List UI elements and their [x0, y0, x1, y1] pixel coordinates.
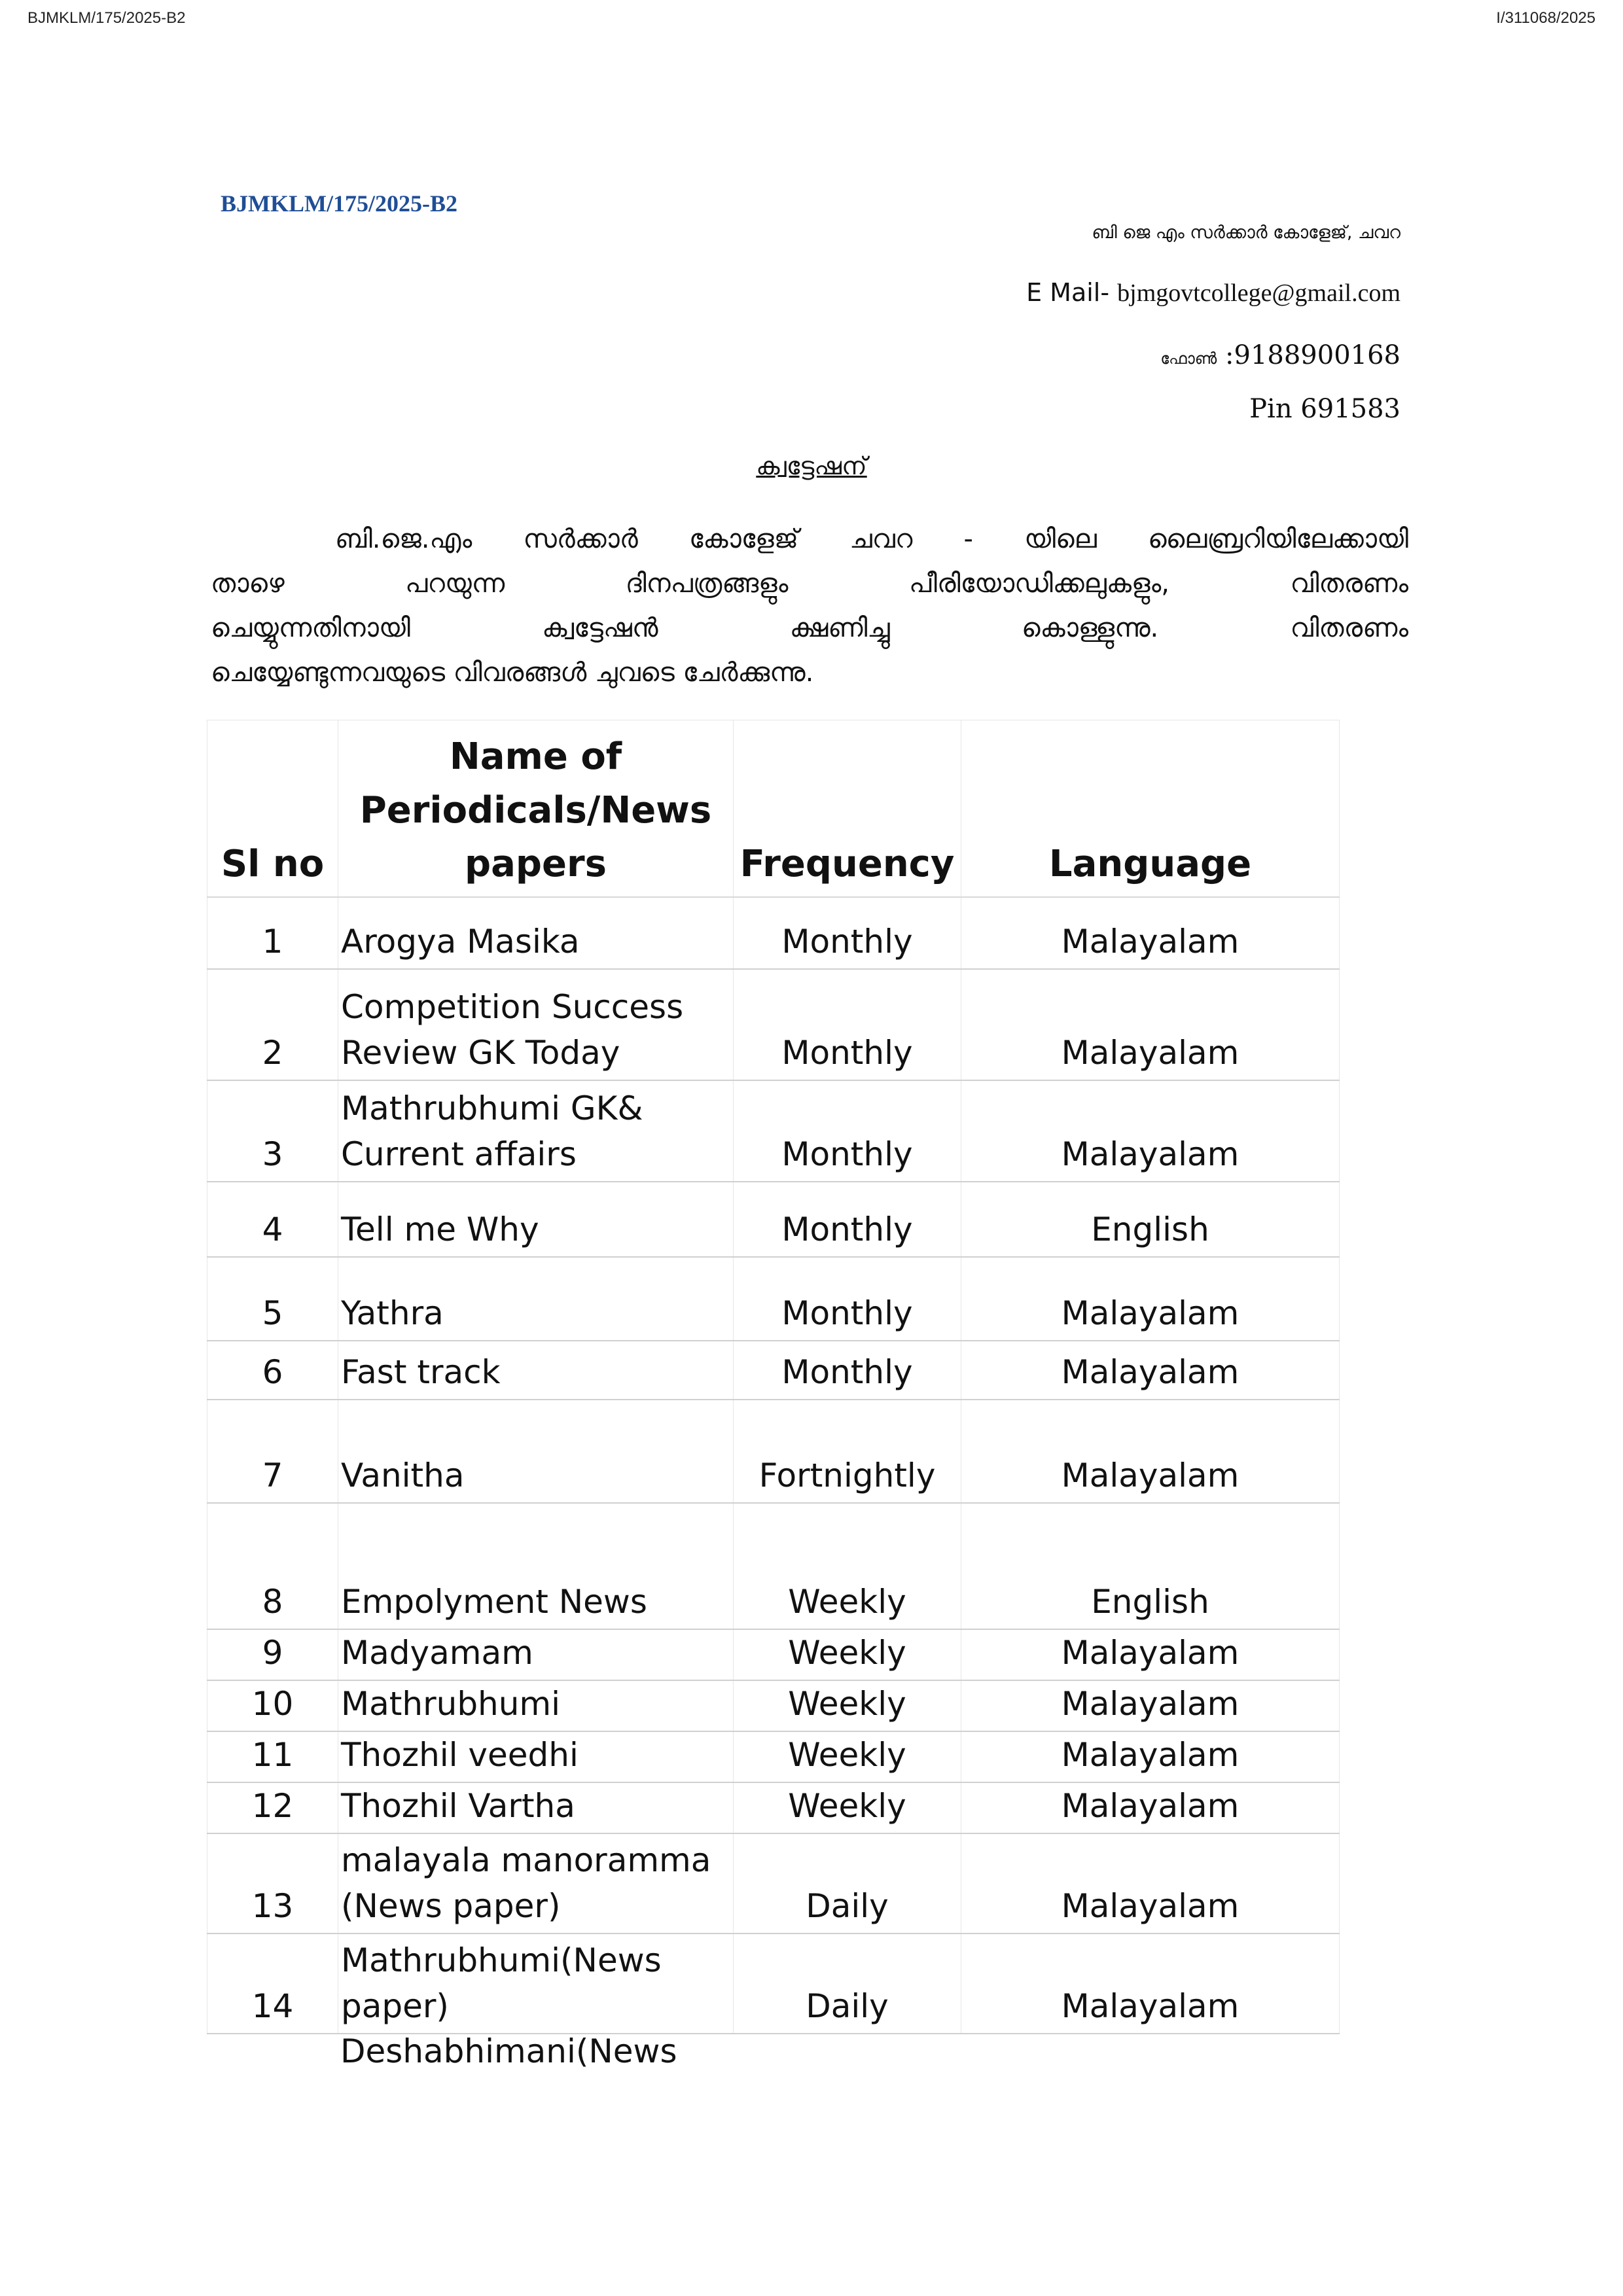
document-heading: ക്വട്ടേഷന്: [756, 451, 867, 480]
header-language: Language: [961, 720, 1340, 897]
cell-sl-no: 13: [207, 1833, 338, 1934]
cell-name: [338, 1833, 734, 1934]
table-row: [207, 1400, 1340, 1503]
cell-language: English: [961, 1503, 1340, 1629]
pin-code: Pin 691583: [1249, 394, 1400, 424]
cell-sl-no: 7: [207, 1400, 338, 1503]
cell-language: Malayalam: [961, 1833, 1340, 1934]
cell-name-line: Mathrubhumi GK&: [341, 1089, 643, 1127]
cell-name: [338, 1782, 734, 1833]
cell-name-line: Empolyment News: [341, 1582, 647, 1621]
cell-sl-no: 4: [207, 1182, 338, 1257]
cell-sl-no: 10: [207, 1680, 338, 1731]
cell-name: [338, 1182, 734, 1257]
header-name-line: Periodicals/News: [359, 788, 712, 832]
cell-sl-no: 11: [207, 1731, 338, 1782]
header-name-line: Name of: [449, 735, 622, 778]
table-row: [207, 1782, 1340, 1833]
cell-language: Malayalam: [961, 1257, 1340, 1341]
cell-sl-no: 2: [207, 969, 338, 1080]
cell-sl-no: 9: [207, 1629, 338, 1680]
cell-sl-no: 14: [207, 1934, 338, 2034]
table-row: [207, 1341, 1340, 1400]
cell-name: [338, 1341, 734, 1400]
phone-line: [1160, 340, 1400, 370]
table-row: [207, 1833, 1340, 1934]
body-line: ചെയ്യേണ്ടുന്നവയുടെ വിവരങ്ങൾ ചുവടെ ചേർക്കുന്നു.: [211, 658, 814, 688]
table-row: [207, 1934, 1340, 2034]
cell-language: Malayalam: [961, 1341, 1340, 1400]
cell-language: Malayalam: [961, 969, 1340, 1080]
cell-language: Malayalam: [961, 1731, 1340, 1782]
college-name: ബി ജെ എം സർക്കാർ കോളേജ്, ചവറ: [1092, 222, 1400, 243]
table-row: [207, 1731, 1340, 1782]
cell-frequency: Monthly: [734, 897, 961, 969]
cell-name-line: Competition Success: [341, 987, 684, 1026]
cell-sl-no: 8: [207, 1503, 338, 1629]
cell-frequency: Daily: [734, 1934, 961, 2034]
cell-frequency: Weekly: [734, 1731, 961, 1782]
cell-name: [338, 1503, 734, 1629]
cell-sl-no: 5: [207, 1257, 338, 1341]
email-address: bjmgovtcollege@gmail.com: [1117, 279, 1400, 307]
table-row: [207, 1080, 1340, 1182]
cell-name-line: Thozhil Vartha: [341, 1786, 575, 1825]
cell-name-line: Arogya Masika: [341, 922, 580, 961]
cell-name-line: Current affairs: [341, 1135, 577, 1173]
cell-name-line: malayala manoramma: [341, 1841, 711, 1879]
cell-language: Malayalam: [961, 1080, 1340, 1182]
email-line: [1026, 278, 1400, 308]
phone-label: ഫോൺ: [1160, 349, 1217, 368]
cell-name-line: Review GK Today: [341, 1033, 620, 1072]
table-row: [207, 897, 1340, 969]
cell-frequency: Monthly: [734, 1182, 961, 1257]
cell-name: [338, 897, 734, 969]
phone-number: :9188900168: [1225, 340, 1400, 370]
table-row: [207, 1257, 1340, 1341]
cell-frequency: Weekly: [734, 1503, 961, 1629]
cell-language: Malayalam: [961, 1782, 1340, 1833]
page-reference-right: I/311068/2025: [1496, 9, 1596, 27]
cell-frequency: Weekly: [734, 1782, 961, 1833]
cell-frequency: Monthly: [734, 1341, 961, 1400]
cell-sl-no: 6: [207, 1341, 338, 1400]
table-row: [207, 1182, 1340, 1257]
cell-frequency: Daily: [734, 1833, 961, 1934]
cell-name: [338, 1629, 734, 1680]
cell-language: Malayalam: [961, 897, 1340, 969]
cell-name: [338, 1080, 734, 1182]
cell-sl-no: 3: [207, 1080, 338, 1182]
header-sl-no: Sl no: [207, 720, 338, 897]
table-row: [207, 1503, 1340, 1629]
page-reference-left: BJMKLM/175/2025-B2: [27, 9, 186, 27]
body-paragraph: [211, 517, 1408, 695]
periodicals-table: [207, 720, 1340, 2034]
cell-language: Malayalam: [961, 1629, 1340, 1680]
cell-name-line: paper): [341, 1987, 449, 2025]
cell-frequency: Weekly: [734, 1680, 961, 1731]
continued-row-name: Deshabhimani(News: [340, 2032, 677, 2070]
cell-frequency: Monthly: [734, 1080, 961, 1182]
cell-name-line: Fast track: [341, 1352, 501, 1391]
body-line: ചെയ്യുന്നതിനായി ക്വട്ടേഷൻ ക്ഷണിച്ചു കൊള്ളുന്നു. വിതരണം: [211, 613, 1408, 643]
header-name: [338, 720, 734, 897]
cell-language: English: [961, 1182, 1340, 1257]
cell-name-line: Tell me Why: [341, 1210, 539, 1248]
cell-name-line: Thozhil veedhi: [341, 1735, 579, 1774]
cell-name-line: Madyamam: [341, 1633, 533, 1672]
cell-name: [338, 1731, 734, 1782]
header-name-line: papers: [465, 842, 607, 885]
cell-name-line: Yathra: [341, 1294, 444, 1332]
table-row: [207, 1680, 1340, 1731]
table-header-row: [207, 720, 1340, 897]
cell-name: [338, 1257, 734, 1341]
cell-language: Malayalam: [961, 1680, 1340, 1731]
body-line: ബി.ജെ.എം സർക്കാർ കോളേജ് ചവറ - യിലെ ലൈബ്രറിയിലേക്കായി: [335, 524, 1408, 554]
cell-name: [338, 1680, 734, 1731]
cell-frequency: Weekly: [734, 1629, 961, 1680]
cell-frequency: Fortnightly: [734, 1400, 961, 1503]
cell-frequency: Monthly: [734, 1257, 961, 1341]
cell-language: Malayalam: [961, 1400, 1340, 1503]
cell-name: [338, 1934, 734, 2034]
cell-sl-no: 12: [207, 1782, 338, 1833]
table-row: [207, 1629, 1340, 1680]
cell-language: Malayalam: [961, 1934, 1340, 2034]
body-line: താഴെ പറയുന്ന ദിനപത്രങ്ങളും പീരിയോഡിക്കലുകളും, വിതരണം: [211, 569, 1408, 599]
cell-frequency: Monthly: [734, 969, 961, 1080]
file-number: BJMKLM/175/2025-B2: [221, 190, 457, 217]
cell-name-line: Mathrubhumi: [341, 1684, 561, 1723]
email-label: E Mail-: [1026, 278, 1110, 307]
cell-name-line: (News paper): [341, 1886, 561, 1925]
cell-name-line: Vanitha: [341, 1456, 465, 1494]
cell-name: [338, 969, 734, 1080]
cell-sl-no: 1: [207, 897, 338, 969]
header-frequency: Frequency: [734, 720, 961, 897]
cell-name-line: Mathrubhumi(News: [341, 1941, 662, 1979]
table-row: [207, 969, 1340, 1080]
cell-name: [338, 1400, 734, 1503]
